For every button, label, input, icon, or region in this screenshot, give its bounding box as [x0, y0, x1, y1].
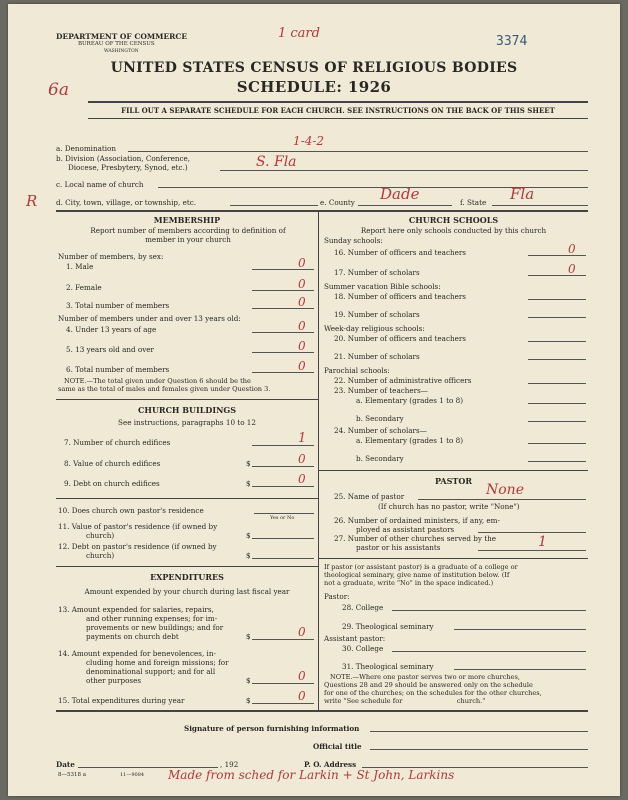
- q26-label-a: 26. Number of ordained ministers, if any, em-: [334, 516, 500, 525]
- dept-name: DEPARTMENT OF COMMERCE: [56, 32, 188, 41]
- q24b-label: b. Secondary: [356, 454, 404, 463]
- date-year: , 192: [220, 760, 239, 769]
- q31-line: [454, 669, 586, 670]
- q12-label-a: 12. Debt on pastor's residence (if owned by: [58, 542, 217, 551]
- q12-label-b: church): [86, 551, 115, 560]
- bureau-name: BUREAU OF THE CENSUS: [78, 41, 155, 47]
- members-by-age: Number of members under and over 13 years old:: [58, 314, 241, 323]
- q22-label: 22. Number of administrative officers: [334, 376, 472, 385]
- q8-label: 8. Value of church edifices: [64, 459, 161, 468]
- denomination-label: a. Denomination: [56, 144, 116, 153]
- margin-mark: 6a: [48, 80, 69, 100]
- schools-title: CHURCH SCHOOLS: [408, 215, 499, 225]
- q13-value[interactable]: 0: [298, 625, 306, 639]
- q23a-line: [528, 403, 586, 404]
- signature-label: Signature of person furnishing information: [184, 724, 360, 733]
- q17-value[interactable]: 0: [568, 262, 576, 276]
- q11-line: [252, 538, 314, 539]
- q13-label-d: payments on church debt: [86, 632, 179, 641]
- q18-label: 18. Number of officers and teachers: [334, 292, 466, 301]
- schools-sub: Report here only schools conducted by this church: [360, 226, 547, 235]
- assistant-pastor-label: Assistant pastor:: [324, 634, 386, 643]
- yes-no-hint: Yes or No: [270, 515, 295, 521]
- q9-label: 9. Debt on church edifices: [64, 479, 160, 488]
- state-label: f. State: [460, 198, 487, 207]
- q25-label: 25. Name of pastor: [334, 492, 405, 501]
- expenditures-title: EXPENDITURES: [150, 572, 224, 582]
- q15-label: 15. Total expenditures during year: [58, 696, 185, 705]
- sunday-schools: Sunday schools:: [324, 236, 383, 245]
- q25-sub: (If church has no pastor, write "None"): [378, 502, 520, 511]
- q5-value[interactable]: 0: [298, 339, 306, 353]
- q14-value[interactable]: 0: [298, 669, 306, 683]
- section-top-rule: [56, 210, 588, 212]
- q20-label: 20. Number of officers and teachers: [334, 334, 466, 343]
- section-bottom-rule: [56, 710, 588, 712]
- graduate-note-2: theological seminary, give name of institution below. (If: [324, 571, 510, 579]
- q12-dollar: $: [246, 551, 251, 560]
- membership-note-2: same as the total of males and females given under Question 3.: [58, 385, 271, 393]
- q24b-line: [528, 461, 586, 462]
- graduate-top-rule: [319, 558, 588, 559]
- form-number: 3374: [496, 34, 528, 49]
- q6-label: 6. Total number of members: [66, 365, 170, 374]
- q9-dollar: $: [246, 479, 251, 488]
- county-value[interactable]: Dade: [380, 185, 420, 203]
- city-line: [230, 205, 318, 206]
- form-code-1: 8—5318 a: [58, 772, 87, 778]
- q14-label-d: other purposes: [86, 676, 142, 685]
- header-rule-top: [88, 101, 588, 103]
- state-line: [492, 205, 588, 206]
- membership-sub-2: member in your church: [145, 235, 231, 244]
- signature-line[interactable]: [370, 731, 588, 732]
- q24a-label: a. Elementary (grades 1 to 8): [356, 436, 463, 445]
- q4-value[interactable]: 0: [298, 319, 306, 333]
- q19-line: [528, 317, 586, 318]
- column-divider: [318, 210, 319, 710]
- division-value[interactable]: S. Fla: [256, 154, 297, 170]
- q14-label-c: denominational support; and for all: [86, 667, 216, 676]
- q14-label-b: cluding home and foreign missions; for: [86, 658, 229, 667]
- local-name-label: c. Local name of church: [56, 180, 144, 189]
- q8-line: [252, 466, 314, 467]
- q27-label-a: 27. Number of other churches served by the: [334, 534, 497, 543]
- city-label: d. City, town, village, or township, etc.: [56, 198, 197, 207]
- q14-line: [252, 683, 314, 684]
- residence-top-rule: [56, 498, 318, 499]
- official-title-label: Official title: [313, 742, 362, 751]
- q9-line: [252, 486, 314, 487]
- q21-label: 21. Number of scholars: [334, 352, 420, 361]
- q7-value[interactable]: 1: [298, 431, 307, 446]
- q13-label-a: 13. Amount expended for salaries, repairs,: [58, 605, 214, 614]
- q25-value[interactable]: None: [486, 482, 524, 498]
- q18-line: [528, 299, 586, 300]
- city-name: WASHINGTON: [104, 49, 139, 54]
- denomination-line: [128, 151, 588, 152]
- q12-line: [252, 558, 314, 559]
- q25-line: [418, 499, 586, 500]
- q23a-label: a. Elementary (grades 1 to 8): [356, 396, 463, 405]
- q5-label: 5. 13 years old and over: [66, 345, 154, 354]
- q16-line: [528, 255, 586, 256]
- q11-label-a: 11. Value of pastor's residence (if owned by: [58, 522, 218, 531]
- q8-value[interactable]: 0: [298, 452, 306, 466]
- q29-label: 29. Theological seminary: [342, 622, 434, 631]
- buildings-top-rule: [56, 399, 318, 400]
- q26-label-b: ployed as assistant pastors: [356, 525, 455, 534]
- pastor-label: Pastor:: [324, 592, 350, 601]
- card-note: 1 card: [278, 26, 320, 41]
- buildings-sub: See instructions, paragraphs 10 to 12: [118, 418, 256, 427]
- q10-label: 10. Does church own pastor's residence: [58, 506, 204, 515]
- q31-label: 31. Theological seminary: [342, 662, 434, 671]
- header-rule-bottom: [88, 118, 588, 119]
- q15-value[interactable]: 0: [298, 689, 306, 703]
- pastor-note-2: Questions 28 and 29 should be answered only on the schedule: [324, 681, 533, 689]
- q19-label: 19. Number of scholars: [334, 310, 420, 319]
- q27-line: [478, 550, 586, 551]
- q14-label-a: 14. Amount expended for benevolences, in-: [58, 649, 216, 658]
- pastor-note-1: NOTE.—Where one pastor serves two or more churches,: [330, 673, 520, 681]
- pastor-note-4: write "See schedule for church.": [324, 697, 486, 705]
- q23-label: 23. Number of teachers—: [334, 386, 428, 395]
- q11-dollar: $: [246, 531, 251, 540]
- q17-line: [528, 275, 586, 276]
- q11-label-b: church): [86, 531, 115, 540]
- membership-note-1: NOTE.—The total given under Question 6 should be the: [64, 377, 251, 385]
- q7-label: 7. Number of church edifices: [64, 438, 171, 447]
- q29-line: [454, 629, 586, 630]
- q2-value[interactable]: 0: [298, 277, 306, 291]
- q27-value[interactable]: 1: [538, 534, 547, 550]
- q1-label: 1. Male: [66, 262, 94, 271]
- q30-line: [392, 651, 586, 652]
- title-line-2: SCHEDULE: 1926: [236, 78, 392, 96]
- q15-dollar: $: [246, 696, 251, 705]
- summer-schools: Summer vacation Bible schools:: [324, 282, 441, 291]
- q16-label: 16. Number of officers and teachers: [334, 248, 466, 257]
- date-label: Date: [56, 760, 75, 769]
- handwritten-note: Made from sched for Larkin + St John, Larkins: [168, 768, 455, 782]
- division-label-2: Diocese, Presbytery, Synod, etc.): [68, 163, 188, 172]
- pastor-note-3: for one of the churches; on the schedules for the other churches,: [324, 689, 542, 697]
- q23b-line: [528, 421, 586, 422]
- q22-line: [528, 383, 586, 384]
- q24-label: 24. Number of scholars—: [334, 426, 427, 435]
- q14-dollar: $: [246, 676, 251, 685]
- q8-dollar: $: [246, 459, 251, 468]
- q23b-label: b. Secondary: [356, 414, 404, 423]
- q13-line: [252, 639, 314, 640]
- d-margin-mark: R: [26, 192, 38, 210]
- expenditures-sub: Amount expended by your church during last fiscal year: [84, 587, 290, 596]
- members-by-sex: Number of members, by sex:: [58, 252, 164, 261]
- pastor-top-rule: [319, 470, 588, 471]
- graduate-note-3: not a graduate, write "No" in the space indicated.): [324, 579, 494, 587]
- q1-value[interactable]: 0: [298, 256, 306, 270]
- instruction-line: FILL OUT A SEPARATE SCHEDULE FOR EACH CHURCH. SEE INSTRUCTIONS ON THE BACK OF THIS SHEET: [121, 106, 555, 115]
- q2-label: 2. Female: [66, 283, 102, 292]
- county-label: e. County: [320, 198, 355, 207]
- q16-value[interactable]: 0: [568, 242, 576, 256]
- q3-value[interactable]: 0: [298, 295, 306, 309]
- form-code-2: 11—9084: [120, 772, 145, 778]
- membership-title: MEMBERSHIP: [153, 215, 221, 225]
- q28-line: [392, 610, 586, 611]
- q6-value[interactable]: 0: [298, 359, 306, 373]
- q20-line: [528, 341, 586, 342]
- graduate-note-1: If pastor (or assistant pastor) is a graduate of a college or: [324, 563, 518, 571]
- q28-label: 28. College: [342, 603, 384, 612]
- q13-dollar: $: [246, 632, 251, 641]
- q17-label: 17. Number of scholars: [334, 268, 420, 277]
- parochial-schools: Parochial schools:: [324, 366, 390, 375]
- q15-line: [252, 703, 314, 704]
- q30-label: 30. College: [342, 644, 384, 653]
- title-line-1: UNITED STATES CENSUS OF RELIGIOUS BODIES: [110, 60, 518, 76]
- q13-label-b: and other running expenses; for im-: [86, 614, 218, 623]
- expenditures-top-rule: [56, 566, 318, 567]
- county-line: [358, 205, 452, 206]
- weekday-schools: Week-day religious schools:: [324, 324, 425, 333]
- official-title-line[interactable]: [370, 749, 588, 750]
- q9-value[interactable]: 0: [298, 472, 306, 486]
- po-address-label: P. O. Address: [304, 760, 357, 769]
- state-value[interactable]: Fla: [510, 185, 535, 203]
- q27-label-b: pastor or his assistants: [356, 543, 441, 552]
- q21-line: [528, 359, 586, 360]
- buildings-title: CHURCH BUILDINGS: [138, 405, 236, 415]
- membership-sub-1: Report number of members according to definition of: [90, 226, 286, 235]
- q13-label-c: provements or new buildings; and for: [86, 623, 224, 632]
- denomination-value[interactable]: 1-4-2: [293, 134, 325, 148]
- census-schedule-sheet: [8, 4, 620, 796]
- division-line: [220, 170, 588, 171]
- division-label: b. Division (Association, Conference,: [56, 154, 191, 163]
- pastor-title: PASTOR: [435, 476, 472, 486]
- q24a-line: [528, 443, 586, 444]
- q4-label: 4. Under 13 years of age: [66, 325, 157, 334]
- q26-line: [478, 532, 586, 533]
- q3-label: 3. Total number of members: [66, 301, 170, 310]
- q10-line: [254, 513, 314, 514]
